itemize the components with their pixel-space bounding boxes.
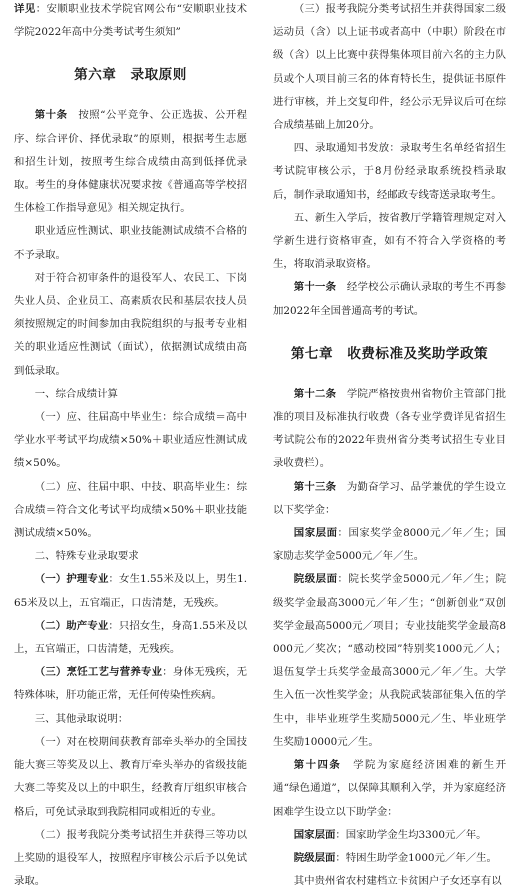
section-2-heading: 二、特殊专业录取要求 (34, 550, 139, 563)
scholarship-national-text: ：国家奖学金8000元／年／生；国家励志奖学金5000元／年／生。 (273, 527, 507, 563)
culinary-label: （三）烹饪工艺与营养专业 (34, 666, 163, 679)
article-11-label: 第十一条 (293, 281, 337, 294)
section-3-item-c: （三）报考我院分类考试招生并获得国家二级运动员（含）以上证书或者高中（中职）阶段在市级（含）以上比赛中获得集体项目前六名的主力队员或个人项目前三名的体育特长生，提供证书原件进行审核，并上交复印件，经公示无异议后可在综合成绩基础上加20分。 (273, 3, 506, 132)
midwifery-label: （二）助产专业 (34, 619, 109, 632)
scholarship-college (273, 568, 506, 754)
article-13 (273, 476, 506, 522)
article-10 (14, 104, 247, 220)
section-1-item-a: （一）应、往届高中毕业生：综合成绩＝高中学业水平考试平均成绩×50%＋职业适应性测试成绩×50%。 (14, 411, 247, 470)
right-column (273, 0, 506, 893)
grant-college-text: ：特困生助学金1000元／年／生。 (335, 851, 497, 864)
article-13-label: 第十三条 (293, 480, 337, 493)
article-10-label: 第十条 (34, 109, 68, 122)
article-10-text: 按照“公平竞争、公正选拔、公开程序、综合评价、择优录取”的原则，根据考生志愿和招生计划，按照考生综合成绩由高到低择优录取。考生的身体健康状况要求按《普通高等学校招生体检工作指导意见》相关规定执行。 (14, 109, 248, 215)
culinary-text: ：身体无残疾，无特殊体味，肝功能正常，无任何传染性疾病。 (14, 666, 248, 702)
chapter-7-title: 第七章 收费标准及奖助学政策 (290, 345, 489, 362)
grant-college-label: 院级层面 (293, 851, 336, 864)
grant-national-text: ：国家助学金生均3300元／年。 (335, 828, 487, 841)
scholarship-college-label: 院级层面 (293, 573, 338, 586)
chapter-6-title: 第六章 录取原则 (74, 67, 187, 84)
article-12-text: 学院严格按贵州省物价主管部门批准的项目及标准执行收费（各专业学费详见省招生考试院公布的2022年贵州省分类考试招生专业目录收费栏）。 (273, 387, 507, 470)
grant-national-label: 国家层面 (293, 828, 336, 841)
scholarship-national-label: 国家层面 (293, 527, 338, 540)
vocational-test-paragraph: 职业适应性测试、职业技能测试成绩不合格的不予录取。 (14, 225, 247, 261)
scholarship-college-text: ：院长奖学金5000元／年／生；院级奖学金最高3000元／年／生；“创新创业”双创奖学金最高5000元／项目；专业技能奖学金最高8000元／奖次；“感动校园”特别奖1000元／人；退伍复学士兵奖学金最高3000元／年／生。大学生入伍一次性奖学金；从我院武装部征集入伍的学生中，非毕业班学生奖励5000元／生、毕业班学生奖励10000元／生。 (273, 573, 507, 748)
article-14-tail: 其中贵州省农村建档立卡贫困户子女还享有以 (293, 875, 502, 888)
left-column (14, 0, 247, 893)
grant-national (273, 824, 506, 847)
nursing-text: ：女生1.55米及以上，男生1.65米及以上，五官端正，口齿清楚，无残疾。 (14, 573, 247, 609)
article-14-text: 学院为家庭经济困难的新生开通“绿色通道”，以保障其顺利入学，并为家庭经济困难学生设立以下助学金： (273, 759, 507, 818)
article-14 (273, 754, 506, 824)
section-3-item-b: （二）报考我院分类考试招生并获得三等功以上奖励的退役军人，按照程序审核公示后予以免试录取。 (14, 828, 247, 888)
scholarship-national (273, 522, 506, 568)
intro-paragraph (14, 0, 247, 44)
article-11 (273, 276, 506, 322)
veterans-paragraph: 对于符合初审条件的退役军人、农民工、下岗失业人员、企业员工、高素质农民和基层农技人员须按照规定的时间参加由我院组织的与报考专业相关的职业适应性测试（面试），依据测试成绩由高到低录取。 (14, 271, 247, 377)
article-11-text: 经学校公示确认录取的考生不再参加2022年全国普通高考的考试。 (273, 281, 507, 317)
section-1-item-b: （二）应、往届中职、中技、职高毕业生：综合成绩＝符合文化考试平均成绩×50%＋职业技能测试成绩×50%。 (14, 480, 247, 540)
grant-college (273, 847, 506, 870)
section-3-heading: 三、其他录取说明： (34, 712, 129, 725)
nursing-label: （一）护理专业 (34, 573, 109, 586)
article-13-text: 为勤奋学习、品学兼优的学生设立以下奖学金： (273, 480, 507, 516)
article-14-label: 第十四条 (293, 759, 342, 772)
intro-label: 详见 (14, 3, 36, 15)
midwifery-requirement (14, 615, 247, 661)
article-12-label: 第十二条 (293, 387, 337, 400)
midwifery-text: ：只招女生，身高1.55米及以上，五官端正，口齿清楚，无残疾。 (14, 619, 248, 656)
article-12 (273, 383, 506, 476)
section-4-paragraph: 四、录取通知书发放：录取考生名单经省招生考试院审核公示，于8月份经录取系统投档录取后，制作录取通知书，经邮政专线寄送录取考生。 (273, 142, 506, 201)
culinary-requirement (14, 661, 247, 707)
section-5-paragraph: 五、新生入学后，按省教厅学籍管理规定对入学新生进行资格审查，如有不符合入学资格的考生，将取消录取资格。 (273, 211, 506, 271)
section-1-heading: 一、综合成绩计算 (34, 387, 118, 400)
section-3-item-a: （一）对在校期间获教育部牵头举办的全国技能大赛三等奖及以上、教育厅牵头举办的省级技能大赛二等奖及以上的中职生，经教育厅组织审核合格后，可免试录取到我院相同或相近的专业。 (14, 735, 247, 818)
nursing-requirement (14, 568, 247, 614)
intro-text: ：安顺职业技术学院官网公布“安顺职业技术学院2022年高中分类考试考生须知” (14, 3, 248, 39)
